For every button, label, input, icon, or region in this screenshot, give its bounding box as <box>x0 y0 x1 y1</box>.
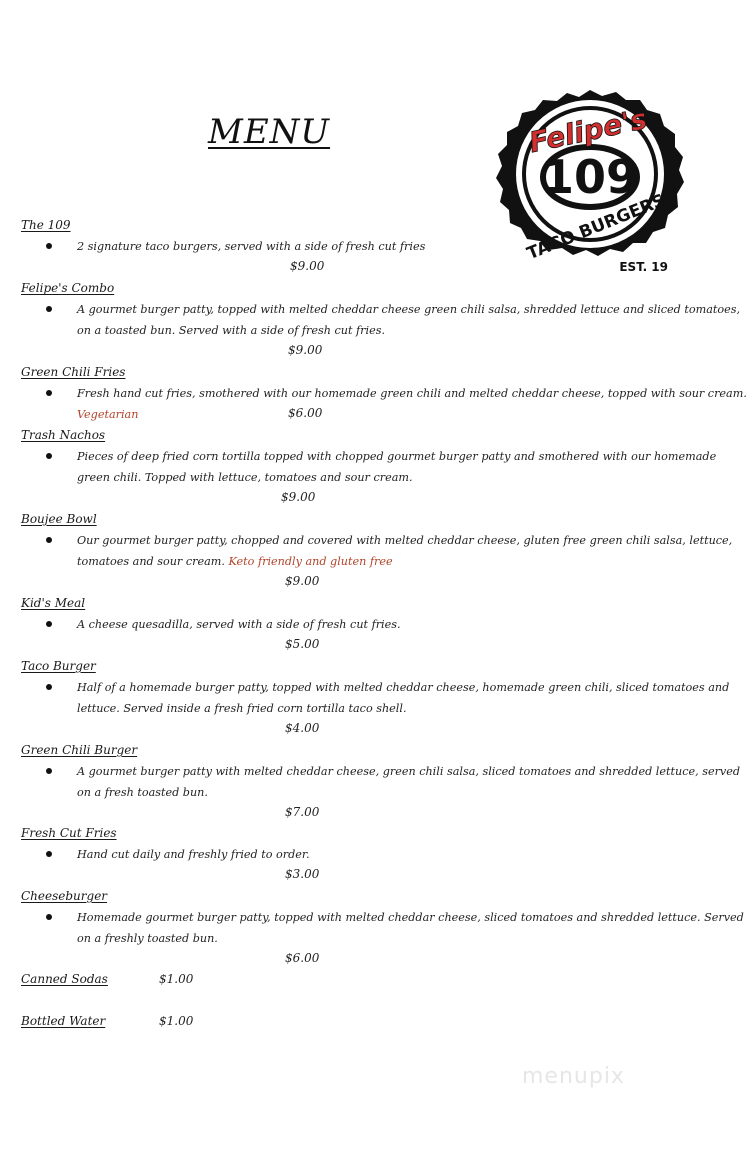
bullet <box>46 684 52 690</box>
item-price: $6.00 <box>285 951 320 965</box>
item-price: $9.00 <box>290 259 325 273</box>
dietary-note: Vegetarian <box>77 408 139 421</box>
logo-tagline: TACO BURGERS <box>524 190 669 265</box>
description-text: Fresh hand cut fries, smothered with our homemade green chili and melted cheddar cheese, topped with sour cream. <box>77 387 747 400</box>
item-description <box>77 677 747 719</box>
item-price: $6.00 <box>288 406 323 420</box>
description-text: Half of a homemade burger patty, topped with melted cheddar cheese, homemade green chili, sliced tomatoes and lettuce. Served inside a fresh fried corn tortilla taco shell. <box>77 681 730 715</box>
item-price: $7.00 <box>285 805 320 819</box>
item-price: $9.00 <box>285 574 320 588</box>
description-text: Homemade gourmet burger patty, topped with melted cheddar cheese, sliced tomatoes and shredded lettuce. Served on a freshly toasted bun. <box>77 911 744 945</box>
item-title-the-109: The 109 <box>21 218 71 232</box>
item-description <box>77 236 747 257</box>
item-title-felipes-combo: Felipe's Combo <box>21 281 115 295</box>
drink-title-bottled-water: Bottled Water <box>21 1014 106 1028</box>
item-title-trash-nachos: Trash Nachos <box>21 428 106 442</box>
item-price: $9.00 <box>281 490 316 504</box>
bullet <box>46 537 52 543</box>
bullet <box>46 621 52 627</box>
bullet <box>46 306 52 312</box>
description-text: A gourmet burger patty with melted cheddar cheese, green chili salsa, sliced tomatoes and shredded lettuce, served on a fresh toasted bun. <box>77 765 741 799</box>
item-description <box>77 299 747 341</box>
bullet <box>46 914 52 920</box>
item-title-green-chili-burger: Green Chili Burger <box>21 743 138 757</box>
drink-price: $1.00 <box>159 1014 194 1028</box>
description-text: 2 signature taco burgers, served with a side of fresh cut fries <box>77 240 426 253</box>
item-title-fresh-cut-fries: Fresh Cut Fries <box>21 826 117 840</box>
item-price: $9.00 <box>288 343 323 357</box>
item-title-taco-burger: Taco Burger <box>21 659 96 673</box>
item-description <box>77 761 747 803</box>
item-title-green-chili-fries: Green Chili Fries <box>21 365 126 379</box>
item-title-cheeseburger: Cheeseburger <box>21 889 108 903</box>
item-description <box>77 530 747 572</box>
bullet <box>46 768 52 774</box>
item-price: $5.00 <box>285 637 320 651</box>
logo-est: EST. 19 <box>619 260 668 272</box>
logo-name: Felipe's <box>526 102 650 160</box>
drink-title-canned-sodas: Canned Sodas <box>21 972 108 986</box>
item-description <box>77 907 747 949</box>
description-text: Hand cut daily and freshly fried to order. <box>77 848 310 861</box>
description-text: Pieces of deep fried corn tortilla topped with chopped gourmet burger patty and smothered with our homemade green chili. Topped with lettuce, tomatoes and sour cream. <box>77 450 717 484</box>
bullet <box>46 453 52 459</box>
item-price: $4.00 <box>285 721 320 735</box>
description-text: A gourmet burger patty, topped with melted cheddar cheese green chili salsa, shredded lettuce and sliced tomatoes, on a toasted bun. Served with a side of fresh cut fries. <box>77 303 741 337</box>
dietary-note: Keto friendly and gluten free <box>228 555 393 568</box>
item-description <box>77 844 747 865</box>
menu-title: MENU <box>208 112 331 152</box>
bullet <box>46 851 52 857</box>
item-description <box>77 383 747 425</box>
item-title-kids-meal: Kid's Meal <box>21 596 86 610</box>
item-title-boujee-bowl: Boujee Bowl <box>21 512 97 526</box>
logo-number: 109 <box>541 150 639 204</box>
bullet <box>46 390 52 396</box>
bullet <box>46 243 52 249</box>
item-description <box>77 446 747 488</box>
description-text: A cheese quesadilla, served with a side of fresh cut fries. <box>77 618 401 631</box>
watermark: menupix <box>522 1064 625 1089</box>
description-text: Our gourmet burger patty, chopped and covered with melted cheddar cheese, gluten free green chili salsa, lettuce, tomatoes and sour cream. <box>77 534 733 568</box>
item-description <box>77 614 747 635</box>
drink-price: $1.00 <box>159 972 194 986</box>
item-price: $3.00 <box>285 867 320 881</box>
